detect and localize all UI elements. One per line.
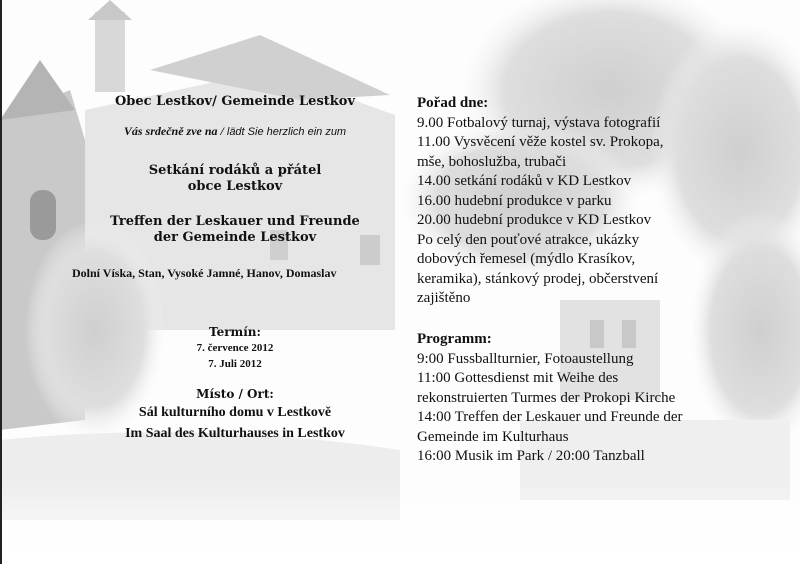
program-cz-line: keramika), stánkový prodej, občerstvení [417, 270, 659, 287]
program-de-heading: Programm: [417, 331, 492, 347]
program-cz-line: dobových řemesel (mýdlo Krasíkov, [417, 251, 636, 267]
place-label: Místo / Ort: [196, 387, 274, 401]
header-title: Obec Lestkov/ Gemeinde Lestkov [114, 94, 355, 109]
left-border [0, 0, 2, 564]
villages-list: Dolní Víska, Stan, Vysoké Jamné, Hanov, Domaslav [72, 266, 337, 280]
date-cz: 7. července 2012 [196, 342, 274, 354]
invitation-de: lädt Sie herzlich ein zum [226, 126, 347, 138]
program-de-line: 11:00 Gottesdienst mit Weihe des [417, 370, 619, 386]
program-cz-line: 14.00 setkání rodáků v KD Lestkov [417, 173, 632, 189]
program-cz-line: mše, bohoslužba, trubači [417, 153, 567, 170]
event-title-cz-2: obce Lestkov [187, 179, 283, 194]
program-cz-line: 16.00 hudební produkce v parku [417, 192, 612, 209]
program-cz-line: 11.00 Vysvěcení věže kostel sv. Prokopa, [417, 134, 664, 150]
program-de-line: 16:00 Musik im Park / 20:00 Tanzball [417, 448, 645, 464]
date-label: Termín: [209, 325, 261, 339]
program-de-line: rekonstruierten Turmes der Prokopi Kirche [417, 389, 676, 406]
program-cz-line: zajištěno [417, 290, 471, 306]
event-title-de-1: Treffen der Leskauer und Freunde [110, 214, 360, 229]
invitation-line [30, 124, 440, 139]
program-de-line: Gemeinde im Kulturhaus [417, 428, 569, 445]
program-cz-line: 20.00 hudební produkce v KD Lestkov [417, 212, 652, 228]
program-cz-heading: Pořad dne: [417, 95, 489, 111]
program-de [417, 330, 683, 467]
place-cz: Sál kulturního domu v Lestkově [138, 405, 332, 420]
program-cz-line: 9.00 Fotbalový turnaj, výstava fotografií [417, 114, 661, 131]
event-title-cz-1: Setkání rodáků a přátel [148, 163, 322, 178]
program-de-line: 9:00 Fussballturnier, Fotoaustellung [417, 350, 634, 367]
program-cz [417, 94, 663, 309]
place-de: Im Saal des Kulturhauses in Lestkov [125, 426, 345, 441]
program-de-line: 14:00 Treffen der Leskauer und Freunde der [417, 409, 683, 425]
invitation-cz: Vás srdečně zve na / [123, 124, 224, 138]
date-de: 7. Juli 2012 [208, 358, 262, 370]
event-title-de-2: der Gemeinde Lestkov [153, 230, 317, 245]
program-cz-line: Po celý den pouťové atrakce, ukázky [417, 231, 640, 248]
